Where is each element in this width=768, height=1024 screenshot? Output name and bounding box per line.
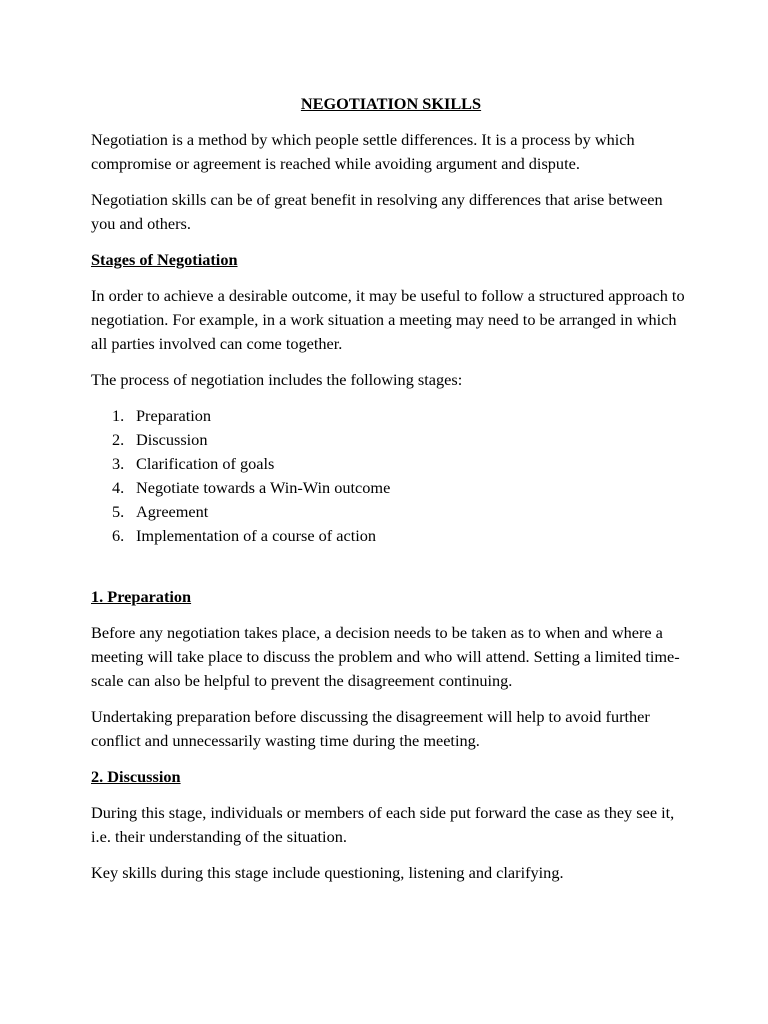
list-item-number: 4. xyxy=(112,478,125,497)
stages-paragraph-2: The process of negotiation includes the following stages: xyxy=(91,370,463,389)
document-title: NEGOTIATION SKILLS xyxy=(300,94,482,113)
list-item-number: 6. xyxy=(112,526,125,545)
list-item xyxy=(91,428,691,452)
list-item xyxy=(91,404,691,428)
list-item xyxy=(91,524,691,548)
list-item xyxy=(91,476,691,500)
document-page xyxy=(91,92,691,897)
discussion-paragraph-2: Key skills during this stage include questioning, listening and clarifying. xyxy=(91,863,564,882)
list-item-number: 5. xyxy=(112,502,125,521)
list-item-text: Clarification of goals xyxy=(136,454,275,473)
list-item-text: Discussion xyxy=(136,430,208,449)
list-item-text: Agreement xyxy=(136,502,209,521)
list-item xyxy=(91,452,691,476)
list-item-number: 2. xyxy=(112,430,125,449)
intro-paragraph-2: Negotiation skills can be of great benefit in resolving any differences that arise between you and others. xyxy=(91,190,663,233)
list-item-text: Preparation xyxy=(136,406,212,425)
discussion-paragraph-1: During this stage, individuals or members of each side put forward the case as they see it, i.e. their understanding of the situation. xyxy=(91,803,675,846)
discussion-heading: 2. Discussion xyxy=(91,767,181,786)
preparation-heading: 1. Preparation xyxy=(91,587,192,606)
stages-heading: Stages of Negotiation xyxy=(91,250,238,269)
list-item-text: Implementation of a course of action xyxy=(136,526,377,545)
stages-list xyxy=(91,404,691,548)
preparation-paragraph-1: Before any negotiation takes place, a decision needs to be taken as to when and where a meeting will take place to discuss the problem and who will attend. Setting a limited time-scale can also be helpful to prevent the disagreement continuing. xyxy=(91,623,680,690)
preparation-paragraph-2: Undertaking preparation before discussing the disagreement will help to avoid further conflict and unnecessarily wasting time during the meeting. xyxy=(91,707,650,750)
list-item-text: Negotiate towards a Win-Win outcome xyxy=(136,478,391,497)
intro-paragraph-1: Negotiation is a method by which people settle differences. It is a process by which compromise or agreement is reached while avoiding argument and dispute. xyxy=(91,130,635,173)
list-item-number: 1. xyxy=(112,406,125,425)
list-item xyxy=(91,500,691,524)
spacer xyxy=(91,548,691,585)
stages-paragraph-1: In order to achieve a desirable outcome, it may be useful to follow a structured approach to negotiation. For example, in a work situation a meeting may need to be arranged in which all parties involved can come together. xyxy=(91,286,685,353)
list-item-number: 3. xyxy=(112,454,125,473)
